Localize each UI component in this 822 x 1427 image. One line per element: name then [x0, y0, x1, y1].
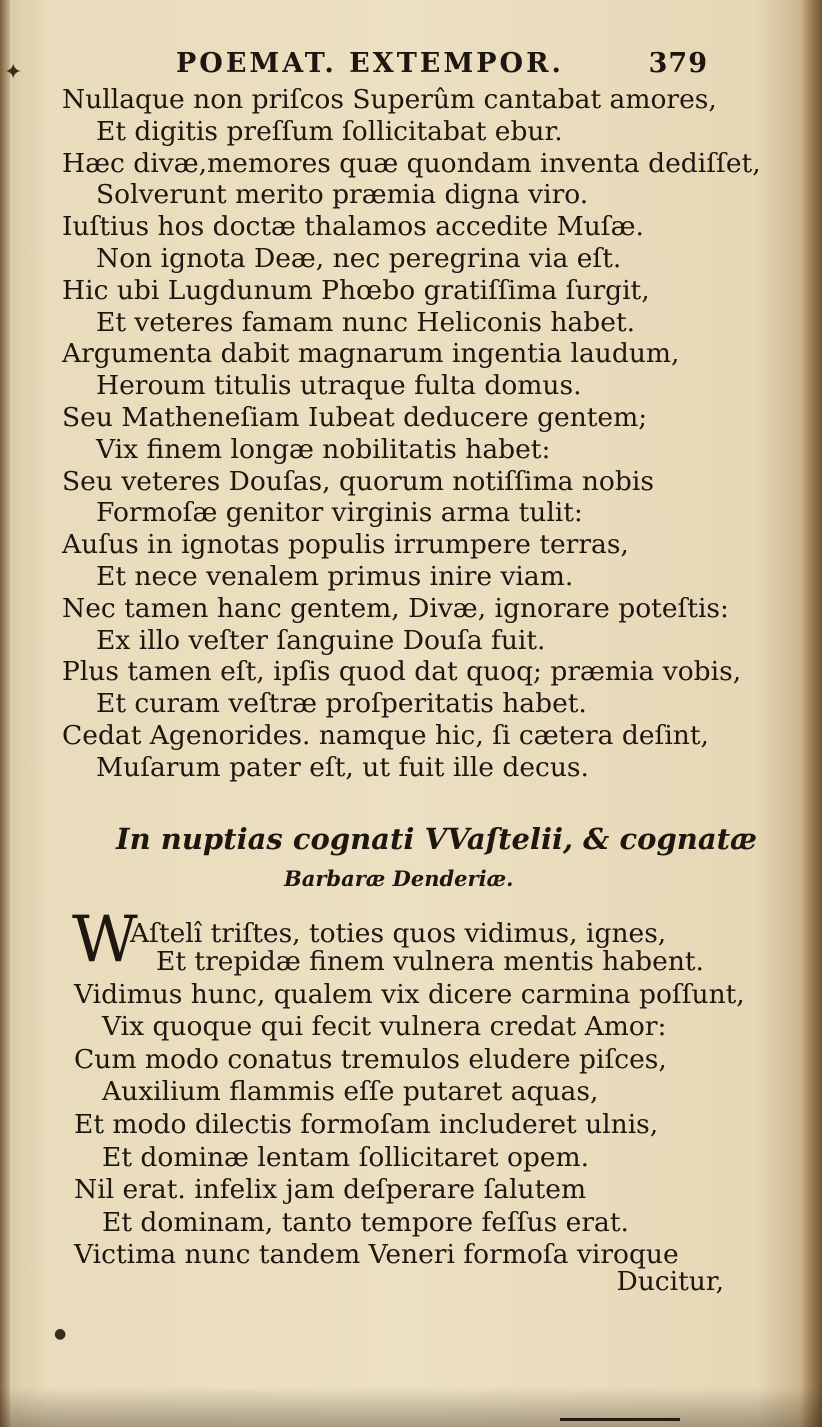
verse-line: Seu veteres Douſas, quorum notiſſima nobis	[62, 465, 654, 497]
verse-line: Et digitis preſſum ſollicitabat ebur.	[96, 115, 563, 147]
poem-title: In nuptias cognati VVaſtelii, & cognatæ	[116, 822, 758, 856]
verse-line: Et dominam, tanto tempore feſſus erat.	[102, 1206, 629, 1238]
ink-dot-icon: ●	[54, 1326, 67, 1342]
verse-line: Solverunt merito præmia digna viro.	[96, 179, 589, 211]
margin-mark-icon: ✦	[4, 60, 23, 85]
page-left-edge	[0, 0, 10, 1427]
page-right-edge	[800, 0, 822, 1427]
verse-line: Et dominæ lentam ſollicitaret opem.	[102, 1141, 590, 1173]
verse-line: Nil erat. infelix jam deſperare ſalutem	[74, 1174, 587, 1206]
verse-line: Hic ubi Lugdunum Phœbo gratiſſima ſurgit,	[62, 274, 650, 306]
verse-line: Vidimus hunc, qualem vix dicere carmina poſſunt,	[74, 978, 745, 1010]
drop-cap: W	[72, 903, 138, 977]
poem-subtitle: Barbaræ Denderiæ.	[284, 866, 514, 891]
verse-line: Plus tamen eſt, ipſis quod dat quoq; præmia vobis,	[62, 656, 742, 688]
verse-line: Cedat Agenorides. namque hic, ſi cætera deſint,	[62, 720, 709, 751]
running-title: POEMAT. EXTEMPOR.	[176, 48, 564, 79]
verse-line: Et curam veſtræ proſperitatis habet.	[96, 688, 587, 720]
verse-line: Et nece venalem primus inire viam.	[96, 561, 574, 592]
verse-line: Vix quoque qui fecit vulnera credat Amor:	[102, 1011, 667, 1043]
verse-line: Nullaque non priſcos Superûm cantabat amores,	[62, 84, 717, 115]
verse-line: Nec tamen hanc gentem, Divæ, ignorare poteſtis:	[62, 592, 729, 624]
verse-line: Et modo dilectis formoſam includeret ulnis,	[74, 1109, 659, 1140]
verse-line: Et veteres famam nunc Heliconis habet.	[96, 306, 636, 338]
page-number: 379	[648, 48, 708, 79]
verse-line: Muſarum pater eſt, ut fuit ille decus.	[96, 751, 589, 783]
verse-line: Et trepidæ finem vulnera mentis habent.	[156, 946, 704, 977]
page-shadow	[0, 1387, 822, 1427]
running-header	[176, 48, 708, 88]
catchword: Ducitur,	[616, 1266, 724, 1297]
verse-line: Victima nunc tandem Veneri formoſa viroque	[74, 1239, 679, 1271]
verse-line: Heroum titulis utraque fulta domus.	[96, 370, 582, 402]
verse-line: Formoſæ genitor virginis arma tulit:	[96, 497, 583, 529]
poem-first-line: Aſtelî triſtes, toties quos vidimus, ignes,	[130, 918, 667, 949]
verse-line: Seu Matheneſiam Iubeat deducere gentem;	[62, 402, 648, 433]
verse-line: Hæc divæ,memores quæ quondam inventa dediſſet,	[62, 147, 761, 179]
verse-line: Non ignota Deæ, nec peregrina via eſt.	[96, 243, 622, 274]
verse-line: Auxilium flammis eſſe putaret aquas,	[102, 1076, 599, 1108]
verse-line: Ex illo veſter ſanguine Douſa fuit.	[96, 624, 546, 656]
verse-line: Cum modo conatus tremulos eludere piſces,	[74, 1043, 667, 1075]
verse-line: Auſus in ignotas populis irrumpere terras,	[62, 529, 629, 561]
verse-line: Argumenta dabit magnarum ingentia laudum,	[62, 338, 680, 370]
verse-line: Iuſtius hos doctæ thalamos accedite Muſæ.	[62, 211, 644, 243]
verse-line: Vix finem longæ nobilitatis habet:	[96, 433, 551, 465]
